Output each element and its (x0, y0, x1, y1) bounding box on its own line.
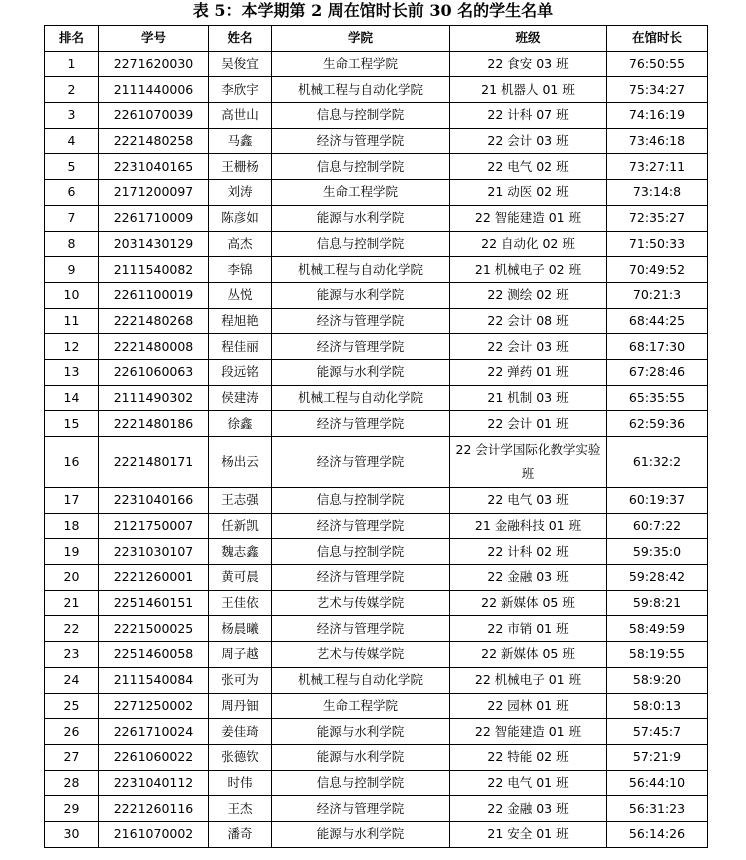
cell-rank: 22 (45, 616, 99, 642)
cell-college: 经济与管理学院 (272, 513, 450, 539)
cell-duration: 73:14:8 (607, 180, 708, 206)
table-row (45, 488, 708, 514)
cell-duration: 60:19:37 (607, 488, 708, 514)
cell-student-id: 2251460058 (99, 642, 209, 668)
cell-name: 高杰 (209, 231, 272, 257)
table-row (45, 308, 708, 334)
cell-college: 信息与控制学院 (272, 154, 450, 180)
cell-name: 李欣宇 (209, 77, 272, 103)
cell-class: 21 金融科技 01 班 (450, 513, 607, 539)
cell-rank: 27 (45, 744, 99, 770)
cell-class: 22 特能 02 班 (450, 744, 607, 770)
cell-duration: 73:27:11 (607, 154, 708, 180)
table-row (45, 385, 708, 411)
cell-name: 黄可晨 (209, 565, 272, 591)
cell-college: 经济与管理学院 (272, 308, 450, 334)
cell-duration: 59:8:21 (607, 590, 708, 616)
cell-college: 能源与水利学院 (272, 282, 450, 308)
table-row (45, 437, 708, 488)
cell-college: 经济与管理学院 (272, 565, 450, 591)
table-row (45, 51, 708, 77)
cell-student-id: 2231040112 (99, 770, 209, 796)
cell-class: 22 机械电子 01 班 (450, 667, 607, 693)
cell-student-id: 2111440006 (99, 77, 209, 103)
cell-college: 经济与管理学院 (272, 616, 450, 642)
cell-duration: 56:14:26 (607, 821, 708, 847)
table-row (45, 128, 708, 154)
cell-college: 能源与水利学院 (272, 205, 450, 231)
cell-rank: 26 (45, 719, 99, 745)
cell-college: 能源与水利学院 (272, 359, 450, 385)
cell-class: 22 新媒体 05 班 (450, 590, 607, 616)
cell-student-id: 2221260001 (99, 565, 209, 591)
cell-rank: 28 (45, 770, 99, 796)
cell-student-id: 2221260116 (99, 796, 209, 822)
cell-duration: 57:45:7 (607, 719, 708, 745)
cell-student-id: 2231040165 (99, 154, 209, 180)
table-row (45, 231, 708, 257)
cell-rank: 6 (45, 180, 99, 206)
cell-name: 李锦 (209, 257, 272, 283)
cell-class: 22 弹药 01 班 (450, 359, 607, 385)
header-library-duration: 在馆时长 (607, 26, 708, 52)
cell-student-id: 2171200097 (99, 180, 209, 206)
cell-college: 机械工程与自动化学院 (272, 77, 450, 103)
cell-name: 张可为 (209, 667, 272, 693)
table-row (45, 719, 708, 745)
cell-student-id: 2271250002 (99, 693, 209, 719)
cell-duration: 72:35:27 (607, 205, 708, 231)
cell-duration: 59:28:42 (607, 565, 708, 591)
cell-student-id: 2261070039 (99, 103, 209, 129)
cell-college: 艺术与传媒学院 (272, 642, 450, 668)
cell-duration: 75:34:27 (607, 77, 708, 103)
cell-college: 能源与水利学院 (272, 821, 450, 847)
cell-college: 能源与水利学院 (272, 719, 450, 745)
table-row (45, 796, 708, 822)
cell-name: 周子越 (209, 642, 272, 668)
cell-duration: 58:0:13 (607, 693, 708, 719)
cell-class: 22 智能建造 01 班 (450, 205, 607, 231)
cell-college: 经济与管理学院 (272, 128, 450, 154)
student-ranking-table (44, 25, 708, 848)
cell-class: 21 机制 03 班 (450, 385, 607, 411)
cell-student-id: 2221480268 (99, 308, 209, 334)
cell-class: 22 会计 03 班 (450, 128, 607, 154)
cell-rank: 13 (45, 359, 99, 385)
cell-class: 22 园林 01 班 (450, 693, 607, 719)
header-row (45, 26, 708, 52)
table-row (45, 154, 708, 180)
table-row (45, 180, 708, 206)
cell-duration: 61:32:2 (607, 437, 708, 488)
cell-rank: 15 (45, 411, 99, 437)
cell-name: 徐鑫 (209, 411, 272, 437)
cell-college: 艺术与传媒学院 (272, 590, 450, 616)
cell-student-id: 2231040166 (99, 488, 209, 514)
header-rank: 排名 (45, 26, 99, 52)
table-row (45, 411, 708, 437)
cell-duration: 70:21:3 (607, 282, 708, 308)
table-row (45, 642, 708, 668)
cell-class: 22 金融 03 班 (450, 565, 607, 591)
cell-college: 经济与管理学院 (272, 411, 450, 437)
cell-name: 潘奇 (209, 821, 272, 847)
cell-class: 21 机器人 01 班 (450, 77, 607, 103)
cell-rank: 14 (45, 385, 99, 411)
cell-student-id: 2221480171 (99, 437, 209, 488)
table-row (45, 539, 708, 565)
cell-name: 周丹钿 (209, 693, 272, 719)
cell-college: 经济与管理学院 (272, 437, 450, 488)
cell-name: 陈彦如 (209, 205, 272, 231)
cell-name: 程旭艳 (209, 308, 272, 334)
cell-name: 张德钦 (209, 744, 272, 770)
cell-college: 机械工程与自动化学院 (272, 385, 450, 411)
cell-duration: 56:31:23 (607, 796, 708, 822)
cell-student-id: 2251460151 (99, 590, 209, 616)
cell-college: 机械工程与自动化学院 (272, 667, 450, 693)
cell-student-id: 2111490302 (99, 385, 209, 411)
cell-student-id: 2261710024 (99, 719, 209, 745)
cell-name: 任新凯 (209, 513, 272, 539)
cell-student-id: 2261060022 (99, 744, 209, 770)
cell-college: 生命工程学院 (272, 51, 450, 77)
cell-duration: 68:17:30 (607, 334, 708, 360)
cell-rank: 12 (45, 334, 99, 360)
table-row (45, 693, 708, 719)
cell-duration: 76:50:55 (607, 51, 708, 77)
cell-student-id: 2221500025 (99, 616, 209, 642)
cell-class: 21 动医 02 班 (450, 180, 607, 206)
cell-college: 生命工程学院 (272, 693, 450, 719)
cell-college: 经济与管理学院 (272, 796, 450, 822)
cell-student-id: 2111540084 (99, 667, 209, 693)
cell-student-id: 2221480008 (99, 334, 209, 360)
cell-duration: 73:46:18 (607, 128, 708, 154)
cell-duration: 58:9:20 (607, 667, 708, 693)
cell-class: 22 电气 02 班 (450, 154, 607, 180)
cell-name: 高世山 (209, 103, 272, 129)
table-row (45, 667, 708, 693)
cell-duration: 68:44:25 (607, 308, 708, 334)
cell-name: 侯建涛 (209, 385, 272, 411)
cell-class: 22 会计 01 班 (450, 411, 607, 437)
cell-rank: 30 (45, 821, 99, 847)
cell-class: 22 电气 03 班 (450, 488, 607, 514)
cell-college: 信息与控制学院 (272, 770, 450, 796)
cell-class: 22 电气 01 班 (450, 770, 607, 796)
cell-duration: 70:49:52 (607, 257, 708, 283)
cell-rank: 29 (45, 796, 99, 822)
table-caption: 表 5：本学期第 2 周在馆时长前 30 名的学生名单 (192, 1, 554, 20)
table-row (45, 77, 708, 103)
cell-rank: 20 (45, 565, 99, 591)
cell-name: 时伟 (209, 770, 272, 796)
header-class: 班级 (450, 26, 607, 52)
cell-name: 王佳依 (209, 590, 272, 616)
cell-student-id: 2221480258 (99, 128, 209, 154)
cell-name: 吴俊宜 (209, 51, 272, 77)
cell-class: 22 食安 03 班 (450, 51, 607, 77)
cell-student-id: 2221480186 (99, 411, 209, 437)
cell-rank: 7 (45, 205, 99, 231)
cell-name: 杨出云 (209, 437, 272, 488)
table-row (45, 205, 708, 231)
cell-duration: 58:19:55 (607, 642, 708, 668)
header-college: 学院 (272, 26, 450, 52)
table-row (45, 334, 708, 360)
table-row (45, 744, 708, 770)
cell-student-id: 2121750007 (99, 513, 209, 539)
table-row (45, 257, 708, 283)
cell-name: 段远铭 (209, 359, 272, 385)
table-row (45, 616, 708, 642)
cell-rank: 19 (45, 539, 99, 565)
cell-name: 丛悦 (209, 282, 272, 308)
cell-class: 22 计科 07 班 (450, 103, 607, 129)
cell-duration: 56:44:10 (607, 770, 708, 796)
cell-rank: 11 (45, 308, 99, 334)
cell-student-id: 2231030107 (99, 539, 209, 565)
cell-name: 马鑫 (209, 128, 272, 154)
cell-name: 王杰 (209, 796, 272, 822)
cell-college: 机械工程与自动化学院 (272, 257, 450, 283)
cell-student-id: 2261100019 (99, 282, 209, 308)
header-student-id: 学号 (99, 26, 209, 52)
table-row (45, 359, 708, 385)
table-row (45, 770, 708, 796)
table-row (45, 565, 708, 591)
table-row (45, 103, 708, 129)
cell-class: 22 会计 08 班 (450, 308, 607, 334)
cell-duration: 74:16:19 (607, 103, 708, 129)
cell-class: 22 会计 03 班 (450, 334, 607, 360)
cell-class: 22 会计学国际化教学实验班 (450, 437, 607, 488)
cell-name: 刘涛 (209, 180, 272, 206)
cell-class: 22 测绘 02 班 (450, 282, 607, 308)
cell-student-id: 2111540082 (99, 257, 209, 283)
cell-college: 生命工程学院 (272, 180, 450, 206)
cell-college: 信息与控制学院 (272, 539, 450, 565)
cell-duration: 58:49:59 (607, 616, 708, 642)
cell-college: 经济与管理学院 (272, 334, 450, 360)
table-row (45, 513, 708, 539)
cell-class: 22 计科 02 班 (450, 539, 607, 565)
cell-rank: 17 (45, 488, 99, 514)
cell-duration: 59:35:0 (607, 539, 708, 565)
cell-class: 22 自动化 02 班 (450, 231, 607, 257)
cell-class: 22 智能建造 01 班 (450, 719, 607, 745)
cell-duration: 71:50:33 (607, 231, 708, 257)
cell-student-id: 2161070002 (99, 821, 209, 847)
cell-rank: 1 (45, 51, 99, 77)
cell-duration: 67:28:46 (607, 359, 708, 385)
cell-rank: 5 (45, 154, 99, 180)
cell-name: 杨晨曦 (209, 616, 272, 642)
cell-student-id: 2031430129 (99, 231, 209, 257)
cell-college: 信息与控制学院 (272, 103, 450, 129)
cell-class: 22 新媒体 05 班 (450, 642, 607, 668)
cell-rank: 18 (45, 513, 99, 539)
header-name: 姓名 (209, 26, 272, 52)
cell-rank: 9 (45, 257, 99, 283)
cell-student-id: 2261710009 (99, 205, 209, 231)
cell-name: 王栅杨 (209, 154, 272, 180)
cell-rank: 10 (45, 282, 99, 308)
cell-college: 信息与控制学院 (272, 231, 450, 257)
cell-college: 信息与控制学院 (272, 488, 450, 514)
cell-duration: 65:35:55 (607, 385, 708, 411)
cell-class: 21 机械电子 02 班 (450, 257, 607, 283)
cell-college: 能源与水利学院 (272, 744, 450, 770)
cell-name: 程佳丽 (209, 334, 272, 360)
cell-rank: 25 (45, 693, 99, 719)
cell-duration: 60:7:22 (607, 513, 708, 539)
cell-name: 魏志鑫 (209, 539, 272, 565)
table-row (45, 282, 708, 308)
cell-duration: 57:21:9 (607, 744, 708, 770)
cell-rank: 8 (45, 231, 99, 257)
table-body (45, 51, 708, 847)
cell-duration: 62:59:36 (607, 411, 708, 437)
cell-student-id: 2261060063 (99, 359, 209, 385)
cell-rank: 4 (45, 128, 99, 154)
table-row (45, 821, 708, 847)
cell-class: 21 安全 01 班 (450, 821, 607, 847)
cell-rank: 3 (45, 103, 99, 129)
table-row (45, 590, 708, 616)
cell-rank: 24 (45, 667, 99, 693)
cell-name: 王志强 (209, 488, 272, 514)
cell-class: 22 金融 03 班 (450, 796, 607, 822)
cell-class: 22 市销 01 班 (450, 616, 607, 642)
cell-rank: 2 (45, 77, 99, 103)
cell-rank: 21 (45, 590, 99, 616)
cell-rank: 16 (45, 437, 99, 488)
cell-name: 姜佳琦 (209, 719, 272, 745)
cell-student-id: 2271620030 (99, 51, 209, 77)
cell-rank: 23 (45, 642, 99, 668)
